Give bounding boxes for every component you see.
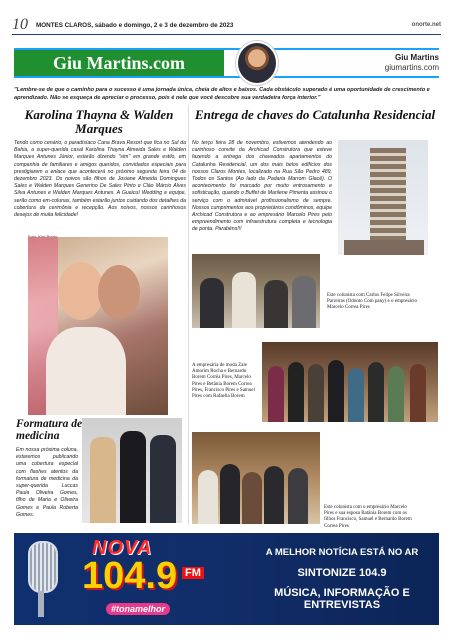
catalunha-headline: Entrega de chaves do Catalunha Residencial [194, 107, 436, 122]
catalunha-sign-photo [192, 254, 320, 328]
wedding-headline: Karolina Thayna & Walden Marques [24, 107, 174, 136]
person [264, 466, 284, 524]
radio-brand: NOVA [92, 537, 153, 559]
columnist-name: Giu Martins [394, 53, 439, 62]
ad-line-3: MÚSICA, INFORMAÇÃO E ENTREVISTAS [274, 587, 410, 611]
person [264, 280, 288, 328]
person [120, 431, 146, 523]
radio-hashtag: #tonamelhor [106, 603, 170, 615]
microphone-stand [38, 591, 44, 617]
columnist-avatar [236, 41, 278, 85]
catalunha-caption: Este colunista com Carlos Felipe Silveira Parreiras (Odonto Com pany) e o empresário Marcelo Correa Pires [327, 293, 417, 311]
formatura-photo [82, 418, 182, 523]
columnist-site[interactable]: giumartins.com [384, 63, 439, 72]
person [348, 368, 364, 422]
building-tower [370, 148, 406, 248]
radio-band: FM [182, 567, 204, 579]
person [232, 272, 256, 328]
column-divider [188, 105, 189, 525]
family-caption: Este colunista com o empresário Marcelo Pires e sua esposa Batânia Borem com os filhos Francisco, Samuel e Bernardo Borem Correa Pires [324, 505, 412, 529]
moda-caption: A empresária de moda Zale Amorim Rocha e Bernardo Borem Corrêa Pires, Marcelo Pires e Betânia Borem Correa Pires, Francisco Pires e Samuel Pires com Rafaella Borem [192, 363, 255, 400]
person [198, 470, 218, 524]
person [200, 278, 224, 328]
person [242, 472, 262, 524]
person [268, 366, 284, 422]
person [288, 468, 308, 524]
person [288, 362, 304, 422]
column-title: Giu Martins.com [53, 53, 185, 73]
couple-photo [28, 237, 168, 415]
column-banner [14, 48, 439, 78]
formatura-body: Em nossa próxima coluna, estaremos publicando uma cobertura especial com flashes atentos da formatura de medicina da super-querida Luccas Paula Oliveira Gomes, filho de Maria e Oliveira Gomes e Paula Roberta Gomes. [16, 447, 78, 518]
wedding-body: Tendo como cenário, o paradisíaco Cana Brava Resort que fica no Sul da Bahia, a super-querida casal Karolina Thayna Almeida Sales e Walden Marques Antunes Júnior, estarão dizendo "sim" em grande estilo, em companhia de familiares e amigos queridos, convidados especiais para prestigiarem a enlace que acontecerá no próximo segunda feira 04 de dezembro 2023. Os noivos são filhos de Josiane Almeida Domingues Sales e Walden Marques Generino De Sales Pinto e Cláo Márcio Alves Silva Antunes e Walden Marques Antunes. A Guaicuí Wedding e equipe, serão como em-colunas, também estarão juntos cuidando dos detalhes da cobertura da cerimônia e recepção. Aos noivos, nossos carinhosos desejos de muita felicidade! [14, 140, 186, 219]
date-line: MONTES CLAROS, sábado e domingo, 2 e 3 de dezembro de 2023 [36, 22, 234, 29]
column-quote: "Lembre-se de que o caminho para o sucesso é uma jornada única, cheia de altos e baixos. Cada obstáculo superado é uma oportunidade de crescimento e aprendizado. Não se esqueça de apreciar o processo, pois é nele que você descobre sua verdadeira força interior." [14, 87, 430, 101]
person [90, 437, 116, 523]
person [368, 362, 384, 422]
person [410, 364, 426, 422]
person [220, 464, 240, 524]
page-number: 10 [12, 16, 28, 33]
ad-line-2: SINTONIZE 104.9 [297, 567, 387, 579]
groom-face [98, 265, 140, 319]
building-photo [338, 140, 428, 255]
site-link[interactable]: onorte.net [411, 22, 441, 28]
person [328, 360, 344, 422]
person [388, 366, 404, 422]
person [308, 364, 324, 422]
building-base [344, 240, 424, 255]
dress-shape [46, 327, 126, 415]
person [150, 435, 176, 523]
group-photo [262, 342, 438, 422]
catalunha-body: No terço feira 28 de novembro, estivemos atendendo ao carinhoso convite da Archicad Construtora que esteve fazendo a entrega dos chaveados apartamentos do Catalunha Residencial, um dos mais belos edifícios dos nossos Claros Montes, localizado na Rua São Pedro 489, Todos os Santos (Ao lado da Padaria Marrom Glacê). O acontecimento foi marcado por muito entrosamento e sofisticação, quando o Buffet de Marilene Pimenta assinou o serviço com o admirável profissionalismo de sempre. Nossos cumprimentos aos proprietários condôminos, equipe Archicad Construtora e ao empresário Marcelo Pires pelo empreendimento com infraestrutura completa e tecnologia de ponta. Parabéns!!! [192, 140, 332, 233]
page-header [12, 16, 441, 34]
ad-line-1: A MELHOR NOTÍCIA ESTÁ NO AR [265, 547, 419, 558]
microphone-icon [28, 541, 58, 593]
formatura-headline: Formatura de medicina [16, 418, 83, 442]
family-photo [192, 432, 320, 524]
header-rule [12, 34, 441, 35]
radio-ad[interactable] [14, 533, 439, 625]
radio-frequency: 104.9 [82, 555, 178, 597]
person [292, 276, 316, 328]
